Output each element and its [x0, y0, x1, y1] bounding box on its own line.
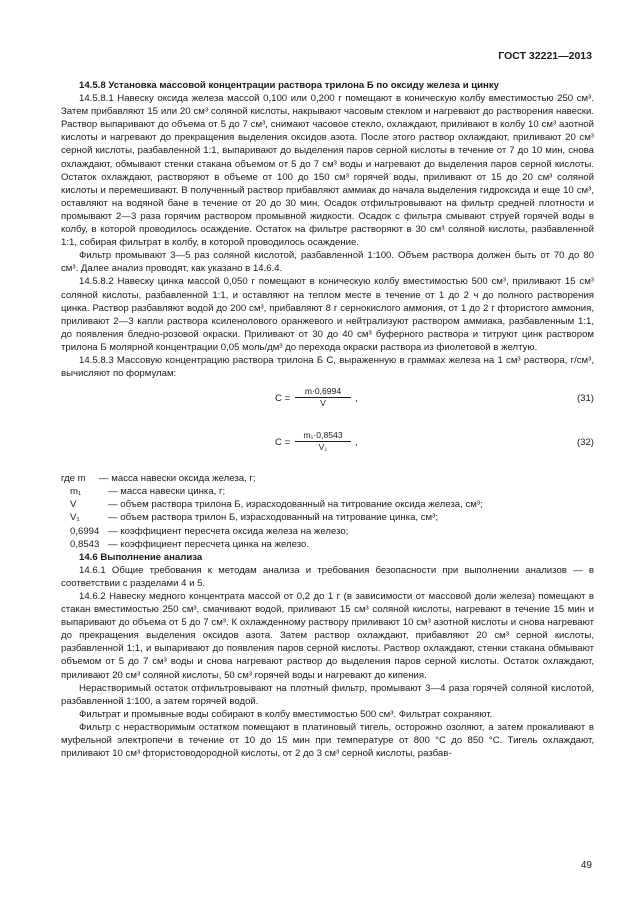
- page-number: 49: [580, 860, 592, 871]
- where-item: [61, 472, 594, 485]
- where-item: [61, 498, 594, 511]
- document-header: ГОСТ 32221—2013: [498, 50, 592, 62]
- formula-tail: ,: [355, 437, 358, 449]
- where-item: [61, 485, 594, 498]
- where-item: [61, 511, 594, 524]
- where-description: — масса навески цинка, г;: [108, 486, 226, 498]
- paragraph: Фильтр промывают 3—5 раз соляной кислотой, разбавленной 1:100. Объем раствора должен быть от 70 до 80 см³. Далее анализ проводят, как указано в 14.6.4.: [61, 250, 594, 275]
- where-symbol: V₁: [70, 512, 80, 524]
- paragraph: Фильтр с нерастворимым остатком помещают в платиновый тигель, осторожно озоляют, а затем прокаливают в муфельной электропечи в течение от 10 до 15 мин при температуре от 800 °С до 850 °С. Тигель охлаждают, приливают 10 см³ фтористоводородной кислоты, от 2 до 3 см³ серной кислоты, разбав-: [61, 721, 594, 760]
- formula-number: (31): [576, 393, 594, 405]
- where-description: — объем раствора трилона Б, израсходованный на титрование оксида железа, см³;: [108, 499, 483, 511]
- formula-fraction: [295, 386, 351, 409]
- where-symbol: 0,6994: [70, 525, 100, 537]
- paragraph: Нерастворимый остаток отфильтровывают на плотный фильтр, промывают 3—4 раза горячей соляной кислотой, разбавленной 1:100, а затем горячей водой.: [61, 682, 594, 707]
- formula-32: [61, 428, 594, 468]
- paragraph: Фильтрат и промывные воды собирают в колбу вместимостью 500 см³. Фильтрат сохраняют.: [79, 708, 493, 720]
- paragraph: 14.5.8.3 Массовую концентрацию раствора трилона Б C, выраженную в граммах железа на 1 см³ раствора, г/см³, вычисляют по формулам:: [61, 354, 594, 380]
- paragraph: 14.5.8.2 Навеску цинка массой 0,050 г помещают в коническую колбу вместимостью 500 см³, приливают 15 см³ соляной кислоты, разбавленной 1:1, и оставляют на теплом месте в течение от 1 до 2 ч до полного растворения цинка. Раствор разбавляют водой до 200 см³, прибавляют 8 г сернокислого аммония, от 1 до 2 г фтористого аммония, приливают 2—3 капли раствора ксиленолового оранжевого и нейтрализуют раствором аммиака, разбавленным 1:1, до появления бледно-розовой окраски. Приливают от 30 до 40 см³ буферного раствора и титруют цинк раствором трилона Б молярной концентрации 0,05 моль/дм³ до перехода окраски раствора из фиолетовой в желтую.: [61, 276, 594, 353]
- formula-number: (32): [576, 437, 594, 449]
- formula-tail: ,: [355, 393, 358, 405]
- where-list: [61, 472, 594, 551]
- where-symbol: 0,8543: [70, 538, 100, 550]
- formula-denominator: V₁: [318, 442, 328, 453]
- formula-fraction: [295, 430, 351, 453]
- where-description: — масса навески оксида железа, г;: [99, 473, 256, 485]
- section-heading: 14.5.8 Установка массовой концентрации раствора трилона Б по оксиду железа и цинку: [79, 80, 499, 91]
- paragraph: 14.6.2 Навеску медного концентрата массой от 0,2 до 1 г (в зависимости от массовой доли железа) помещают в стакан вместимостью 250 см³, смачивают водой, приливают 15 см³ соляной кислоты, нагревают в течение 15 мин и выпаривают до объема от 5 до 7 см³. К охлажденному раствору приливают 10 см³ азотной кислоты и снова нагревают до прекращения выделения оксидов азота. Затем раствор охлаждают, прибавляют 20 см³ серной кислоты, разбавленной 1:1, и выпаривают до появления паров серной кислоты. Раствор охлаждают, стенки стакана обмывают объемом от 5 до 7 см³ воды и снова нагревают раствор до выделения паров серной кислоты. Остаток охлаждают, приливают 20 см³ соляной кислоты, 50 см³ горячей воды и нагревают до кипения.: [61, 591, 594, 681]
- where-description: — объем раствора трилон Б, израсходованный на титрование цинка, см³;: [108, 512, 439, 524]
- where-item: [61, 538, 594, 551]
- document-body: [61, 79, 594, 760]
- where-symbol: V: [70, 499, 77, 511]
- paragraph: 14.6.1 Общие требования к методам анализа и требования безопасности при выполнении анализов — в соответствии с разделами 4 и 5.: [61, 564, 594, 589]
- formula-lhs: C =: [275, 437, 291, 449]
- where-item: [61, 525, 594, 538]
- formula-31: [61, 384, 594, 424]
- where-description: — коэффициент пересчета цинка на железо.: [108, 538, 309, 550]
- formula-lhs: C =: [275, 393, 291, 405]
- formula-numerator: m₁·0,8543: [295, 430, 351, 442]
- where-symbol: m₁: [70, 486, 82, 498]
- section-heading: 14.6 Выполнение анализа: [79, 551, 203, 563]
- where-symbol: где m: [61, 473, 86, 485]
- where-description: — коэффициент пересчета оксида железа на железо;: [108, 525, 349, 537]
- formula-numerator: m·0,6994: [295, 386, 351, 398]
- formula-denominator: V: [320, 398, 326, 409]
- paragraph: 14.5.8.1 Навеску оксида железа массой 0,100 или 0,200 г помещают в коническую колбу вместимостью 250 см³. Затем прибавляют 15 или 20 см³ соляной кислоты, накрывают часовым стеклом и нагревают до растворения навески. Раствор выпаривают до объема от 5 до 7 см³, снимают часовое стекло, охлаждают, приливают в колбу 10 см³ азотной кислоты и нагревают до прекращения выделения оксидов азота. После этого раствор охлаждают, приливают 20 см³ серной кислоты, разбавленной 1:1, выпаривают до выделения паров серной кислоты в течение от 7 до 10 мин, снова охлаждают, обмывают стенки стакана объемом от 5 до 7 см³ воды и нагревают до выделения паров серной кислоты. Остаток охлаждают, растворяют в объеме от 100 до 150 см³ горячей воды, приливают от 15 до 20 см³ соляной кислоты и перемешивают. В полученный раствор прибавляют аммиак до начала выделения гидроксида и еще 10 см³, оставляют на водяной бане в течение от 20 до 30 мин. Осадок отфильтровывают на фильтр средней плотности и промывают 2—3 раза горячим раствором промывной жидкости. Осадок с фильтра смывают струей горячей воды в колбу, в которой проводилось осаждение. Остаток на фильтре растворяют в 30 см³ соляной кислоты, разбавленной 1:1, собирая фильтрат в колбу, в которой проводилось осаждение.: [61, 93, 594, 249]
